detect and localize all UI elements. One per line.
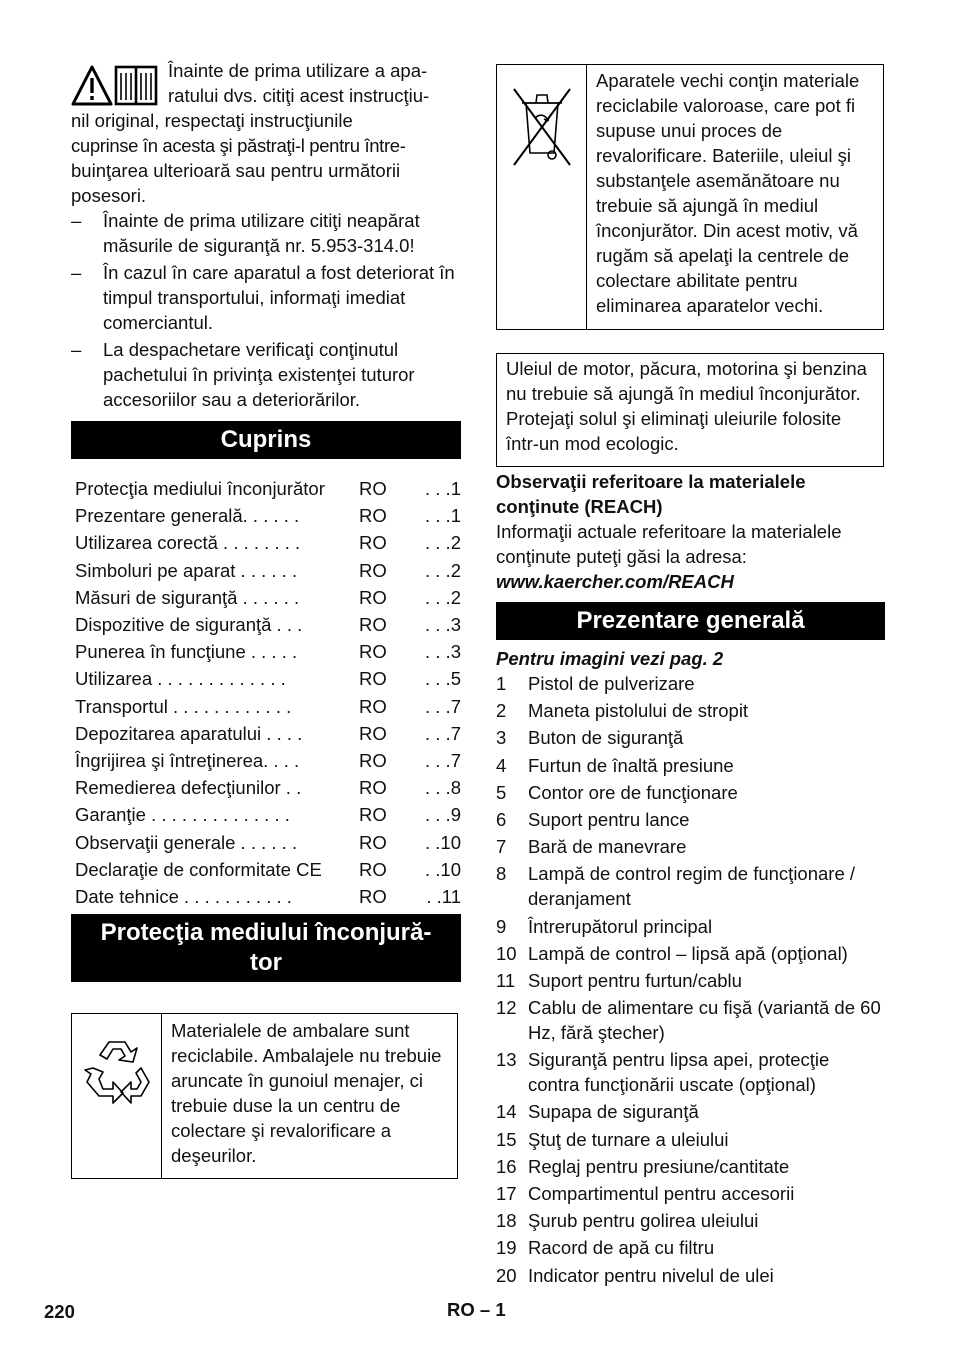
item-label: Supapa de siguranţă xyxy=(528,1101,699,1123)
item-number: 4 xyxy=(496,754,507,776)
intro-line: cuprinse în acesta şi păstraţi-l pentru între- xyxy=(71,135,406,156)
item-label: Maneta pistolului de stropit xyxy=(528,700,749,722)
list-item xyxy=(496,753,885,778)
item-label: Furtun de înaltă presiune xyxy=(528,754,734,776)
list-item xyxy=(496,725,885,750)
item-label: Siguranţă pentru lipsa apei, protecţie contra funcţionării uscate (opţional) xyxy=(528,1049,830,1096)
item-number: 12 xyxy=(496,997,517,1019)
overview-heading: Prezentare generală xyxy=(496,602,885,640)
toc-lang: RO xyxy=(359,641,387,663)
environment-heading xyxy=(71,914,461,982)
overview-subheading: Pentru imagini vezi pag. 2 xyxy=(496,648,724,669)
item-label: Lampă de control – lipsă apă (opţional) xyxy=(528,942,848,964)
crossed-bin-icon xyxy=(508,83,576,171)
bullet-text: Înainte de prima utilizare citiţi neapărat măsurile de siguranţă nr. 5.953-314.0! xyxy=(103,210,420,256)
intro-line: nil original, respectaţi instrucţiunile xyxy=(71,110,353,131)
item-number: 17 xyxy=(496,1183,517,1204)
item-number: 20 xyxy=(496,1264,517,1286)
toc-title: Protecţia mediului înconjurător xyxy=(75,478,325,500)
toc-row[interactable] xyxy=(71,883,461,910)
toc-page: . . .5 xyxy=(425,668,461,690)
toc-row[interactable] xyxy=(71,693,461,720)
overview-list xyxy=(496,671,885,1288)
list-item xyxy=(496,1099,885,1124)
toc-lang: RO xyxy=(359,614,387,636)
item-number: 19 xyxy=(496,1237,517,1259)
toc-lang: RO xyxy=(359,777,387,799)
toc-title: Declaraţie de conformitate CE xyxy=(75,858,322,880)
list-item xyxy=(496,807,885,832)
recycle-icon xyxy=(79,1034,155,1110)
toc-title: Transportul . . . . . . . . . . . . xyxy=(75,695,292,717)
toc-row[interactable] xyxy=(71,529,461,556)
intro-line: ratului dvs. citiţi acest instrucţiu- xyxy=(168,85,430,106)
toc-page: . . .3 xyxy=(425,614,461,636)
manual-book-icon xyxy=(116,67,156,104)
toc-title: Îngrijirea şi întreţinerea. . . . xyxy=(75,749,300,771)
list-item xyxy=(496,671,885,696)
toc-title: Observaţii generale . . . . . . xyxy=(75,831,298,853)
toc-lang: RO xyxy=(359,505,387,527)
dash-marker: – xyxy=(71,262,82,283)
toc-page: . . .2 xyxy=(425,586,461,608)
list-item xyxy=(496,780,885,805)
item-label: Lampă de control regim de funcţionare / deranjament xyxy=(528,863,856,910)
toc-title: Date tehnice . . . . . . . . . . . xyxy=(75,885,292,907)
reach-url[interactable]: www.kaercher.com/REACH xyxy=(496,571,734,592)
item-label: Suport pentru furtun/cablu xyxy=(528,969,742,991)
item-label: Cablu de alimentare cu fişă (variantă de 60 Hz, fără ştecher) xyxy=(528,997,881,1044)
environment-heading-line: tor xyxy=(250,949,282,976)
toc-row[interactable] xyxy=(71,475,461,502)
list-item xyxy=(496,698,885,723)
toc-title: Simboluri pe aparat . . . . . . xyxy=(75,559,298,581)
item-number: 9 xyxy=(496,915,507,937)
toc-page: . . .2 xyxy=(425,559,461,581)
list-item xyxy=(496,1154,885,1179)
left-column xyxy=(71,58,461,1179)
toc-lang: RO xyxy=(359,668,387,690)
intro-block xyxy=(71,58,461,412)
item-label: Bară de manevrare xyxy=(528,836,687,858)
item-label: Compartimentul pentru accesorii xyxy=(528,1183,795,1204)
toc-lang: RO xyxy=(359,804,387,826)
list-item xyxy=(496,1208,885,1233)
bullet-text: La despachetare verificaţi conţinutul pachetului în privinţa existenţei tuturor accesoriilor sau a deteriorărilor. xyxy=(103,339,415,410)
weee-icon-cell xyxy=(497,65,587,329)
right-column xyxy=(496,64,885,1290)
environment-heading-line: Protecţia mediului înconjură- xyxy=(100,919,432,946)
list-item xyxy=(496,995,885,1045)
toc-title: Măsuri de siguranţă . . . . . . xyxy=(75,586,300,608)
list-item xyxy=(71,208,461,258)
intro-line: posesori. xyxy=(71,185,147,206)
item-label: Pistol de pulverizare xyxy=(528,673,695,694)
list-item xyxy=(496,1127,885,1152)
toc-title: Punerea în funcţiune . . . . . xyxy=(75,641,298,663)
item-label: Reglaj pentru presiune/cantitate xyxy=(528,1155,790,1177)
recycle-icon-cell xyxy=(72,1014,162,1178)
page-number: 220 xyxy=(44,1301,75,1322)
toc-row[interactable] xyxy=(71,611,461,638)
toc-lang: RO xyxy=(359,478,387,500)
item-number: 11 xyxy=(496,969,516,991)
item-label: Întrerupătorul principal xyxy=(528,915,713,937)
toc-title: Remedierea defecţiunilor . . xyxy=(75,777,302,799)
toc-page: . . .7 xyxy=(425,749,461,771)
list-item xyxy=(496,1235,885,1260)
intro-line: buinţarea ulterioară sau pentru următorii xyxy=(71,160,401,181)
list-item xyxy=(496,861,885,911)
item-number: 15 xyxy=(496,1128,517,1150)
list-item xyxy=(71,337,461,412)
toc-page: . .10 xyxy=(425,858,461,880)
footer-section-label xyxy=(447,1297,506,1322)
item-label: Contor ore de funcţionare xyxy=(528,781,738,803)
list-item xyxy=(496,834,885,859)
dash-marker: – xyxy=(71,210,82,231)
toc-title: Utilizarea . . . . . . . . . . . . . xyxy=(75,668,286,690)
table-of-contents xyxy=(71,475,461,910)
item-number: 6 xyxy=(496,808,507,830)
warning-icon xyxy=(73,67,111,104)
item-number: 7 xyxy=(496,836,507,858)
item-number: 1 xyxy=(496,673,507,694)
toc-title: Depozitarea aparatului . . . . xyxy=(75,722,303,744)
toc-row[interactable] xyxy=(71,638,461,665)
toc-page: . . .9 xyxy=(425,804,461,826)
toc-page: . . .7 xyxy=(425,722,461,744)
toc-lang: RO xyxy=(359,586,387,608)
toc-row[interactable] xyxy=(71,828,461,855)
toc-row[interactable] xyxy=(71,584,461,611)
toc-row[interactable] xyxy=(71,747,461,774)
toc-lang: RO xyxy=(359,749,387,771)
oil-notice: Uleiul de motor, păcura, motorina şi benzina nu trebuie să ajungă în mediul înconjurător. Protejaţi solul şi eliminaţi uleiurile folosite într-un mod ecologic. xyxy=(496,353,884,467)
reach-title: Observaţii referitoare la materialele conţinute (REACH) xyxy=(496,471,806,517)
list-item xyxy=(496,1263,885,1288)
weee-text: Aparatele vechi conţin materiale reciclabile valoroase, care pot fi supuse unui proces de revalorificare. Bateriile, uleiul şi substanţele asemănătoare nu trebuie să ajungă în mediul înconjurător. Din acest motiv, vă rugăm să apelaţi la centrele de colectare abilitate pentru eliminarea aparatelor vechi. xyxy=(596,70,860,316)
toc-page: . . .8 xyxy=(425,777,461,799)
toc-lang: RO xyxy=(359,722,387,744)
toc-title: Dispozitive de siguranţă . . . xyxy=(75,614,303,636)
item-number: 13 xyxy=(496,1049,517,1071)
list-item xyxy=(496,1181,885,1206)
list-item xyxy=(71,260,461,335)
item-number: 18 xyxy=(496,1210,517,1232)
item-number: 14 xyxy=(496,1101,517,1123)
toc-lang: RO xyxy=(359,559,387,581)
weee-notice xyxy=(496,64,884,330)
list-item xyxy=(496,968,885,993)
intro-line: Înainte de prima utilizare a apa- xyxy=(168,60,428,81)
item-label: Şurub pentru golirea uleiului xyxy=(528,1210,759,1232)
toc-lang: RO xyxy=(359,831,387,853)
toc-row[interactable] xyxy=(71,856,461,883)
toc-page: . . .1 xyxy=(425,478,461,500)
toc-lang: RO xyxy=(359,858,387,880)
toc-row[interactable] xyxy=(71,774,461,801)
toc-row[interactable] xyxy=(71,665,461,692)
toc-page: . . .3 xyxy=(425,641,461,663)
recycle-text: Materialele de ambalare sunt reciclabile. Ambalajele nu trebuie aruncate în gunoiul menajer, ci trebuie duse la un centru de colectare şi revalorificare a deşeurilor. xyxy=(171,1020,442,1166)
item-number: 5 xyxy=(496,781,507,803)
toc-page: . . .2 xyxy=(425,532,461,554)
toc-page: . . .1 xyxy=(425,505,461,527)
item-number: 8 xyxy=(496,863,507,885)
warning-manual-icons xyxy=(71,64,159,108)
dash-marker: – xyxy=(71,339,82,360)
toc-row[interactable] xyxy=(71,720,461,747)
list-item xyxy=(496,941,885,966)
toc-row[interactable] xyxy=(71,557,461,584)
item-label: Suport pentru lance xyxy=(528,808,690,830)
reach-section xyxy=(496,469,885,594)
toc-lang: RO xyxy=(359,695,387,717)
footer-language: RO xyxy=(447,1299,475,1320)
toc-page: . .11 xyxy=(426,885,461,907)
list-item xyxy=(496,914,885,939)
item-number: 16 xyxy=(496,1155,517,1177)
toc-row[interactable] xyxy=(71,502,461,529)
item-label: Indicator pentru nivelul de ulei xyxy=(528,1264,774,1286)
toc-page: . .10 xyxy=(425,831,461,853)
toc-row[interactable] xyxy=(71,801,461,828)
toc-page: . . .7 xyxy=(425,695,461,717)
intro-bullet-list xyxy=(71,208,461,412)
toc-title: Utilizarea corectă . . . . . . . . xyxy=(75,532,301,554)
list-item xyxy=(496,1047,885,1097)
item-label: Racord de apă cu filtru xyxy=(528,1237,715,1259)
toc-title: Garanţie . . . . . . . . . . . . . . xyxy=(75,804,290,826)
item-number: 2 xyxy=(496,700,507,722)
item-label: Ştuţ de turnare a uleiului xyxy=(528,1128,729,1150)
item-label: Buton de siguranţă xyxy=(528,727,684,749)
reach-text: Informaţii actuale referitoare la materialele conţinute puteţi găsi la adresa: xyxy=(496,521,842,567)
contents-heading: Cuprins xyxy=(71,421,461,459)
toc-lang: RO xyxy=(359,885,387,907)
toc-title: Prezentare generală. . . . . . xyxy=(75,505,300,527)
item-number: 10 xyxy=(496,942,517,964)
bullet-text: În cazul în care aparatul a fost deteriorat în timpul transportului, informaţi imediat comerciantul. xyxy=(103,262,455,333)
toc-lang: RO xyxy=(359,532,387,554)
recycle-notice xyxy=(71,1013,458,1179)
item-number: 3 xyxy=(496,727,507,749)
footer-section-page: – 1 xyxy=(479,1299,506,1320)
